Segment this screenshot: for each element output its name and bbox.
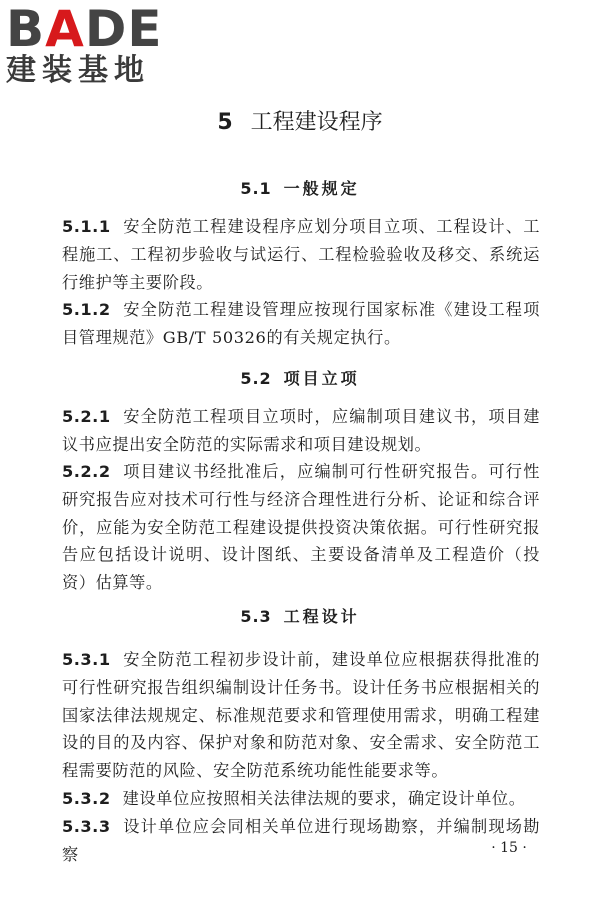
section-title-5-3 — [0, 606, 600, 628]
clause-text: 安全防范工程建设管理应按现行国家标准《建设工程项目管理规范》GB/T 50326的有关规定执行。 — [62, 300, 540, 347]
clause-5-2-2 — [62, 458, 540, 597]
clause-text: 建设单位应按照相关法律法规的要求，确定设计单位。 — [122, 789, 526, 808]
logo-letter-accent: A — [45, 0, 85, 58]
chapter-title-text: 工程建设程序 — [250, 110, 383, 135]
section-title-text: 项目立项 — [283, 369, 360, 388]
clause-number: 5.3.1 — [62, 650, 111, 669]
clause-text: 设计单位应会同相关单位进行现场勘察，并编制现场勘察 — [62, 817, 540, 864]
chapter-number: 5 — [217, 110, 233, 135]
section-number: 5.1 — [240, 179, 272, 198]
clause-text: 安全防范工程项目立项时，应编制项目建议书，项目建议书应提出安全防范的实际需求和项目建设规划。 — [62, 407, 540, 454]
clause-number: 5.1.2 — [62, 300, 111, 319]
clause-text: 项目建议书经批准后，应编制可行性研究报告。可行性研究报告应对技术可行性与经济合理性进行分析、论证和综合评价，应能为安全防范工程建设提供投资决策依据。可行性研究报告应包括设计说明、设计图纸、主要设备清单及工程造价（投资）估算等。 — [62, 462, 540, 593]
clause-number: 5.3.3 — [62, 817, 111, 836]
logo-wordmark — [6, 0, 176, 58]
clause-5-3-1 — [62, 646, 540, 785]
clause-number: 5.2.2 — [62, 462, 111, 481]
clause-5-2-1 — [62, 403, 540, 459]
clause-5-3-2 — [62, 785, 540, 813]
logo-subtitle: 建装基地 — [6, 53, 150, 88]
logo-letters-prefix: B — [6, 0, 46, 58]
section-title-5-2 — [0, 368, 600, 390]
section-number: 5.3 — [240, 607, 272, 626]
page-number: · 15 · — [491, 840, 527, 856]
clause-5-3-3 — [62, 813, 540, 869]
section-title-5-1 — [0, 178, 600, 200]
section-number: 5.2 — [240, 369, 272, 388]
clause-text: 安全防范工程建设程序应划分项目立项、工程设计、工程施工、工程初步验收与试运行、工程检验验收及移交、系统运行维护等主要阶段。 — [62, 217, 540, 292]
section-title-text: 工程设计 — [283, 607, 360, 626]
clause-5-1-2 — [62, 296, 540, 352]
clause-number: 5.1.1 — [62, 217, 111, 236]
clause-text: 安全防范工程初步设计前，建设单位应根据获得批准的可行性研究报告组织编制设计任务书。设计任务书应根据相关的国家法律法规规定、标准规范要求和管理使用需求，明确工程建设的目的及内容、保护对象和防范对象、安全需求、安全防范工程需要防范的风险、安全防范系统功能性能要求等。 — [62, 650, 540, 781]
bade-logo — [6, 0, 176, 92]
clause-number: 5.3.2 — [62, 789, 111, 808]
section-title-text: 一般规定 — [283, 179, 360, 198]
chapter-title — [0, 108, 600, 138]
clause-5-1-1 — [62, 213, 540, 296]
logo-letters-suffix: DE — [84, 0, 163, 58]
clause-number: 5.2.1 — [62, 407, 111, 426]
